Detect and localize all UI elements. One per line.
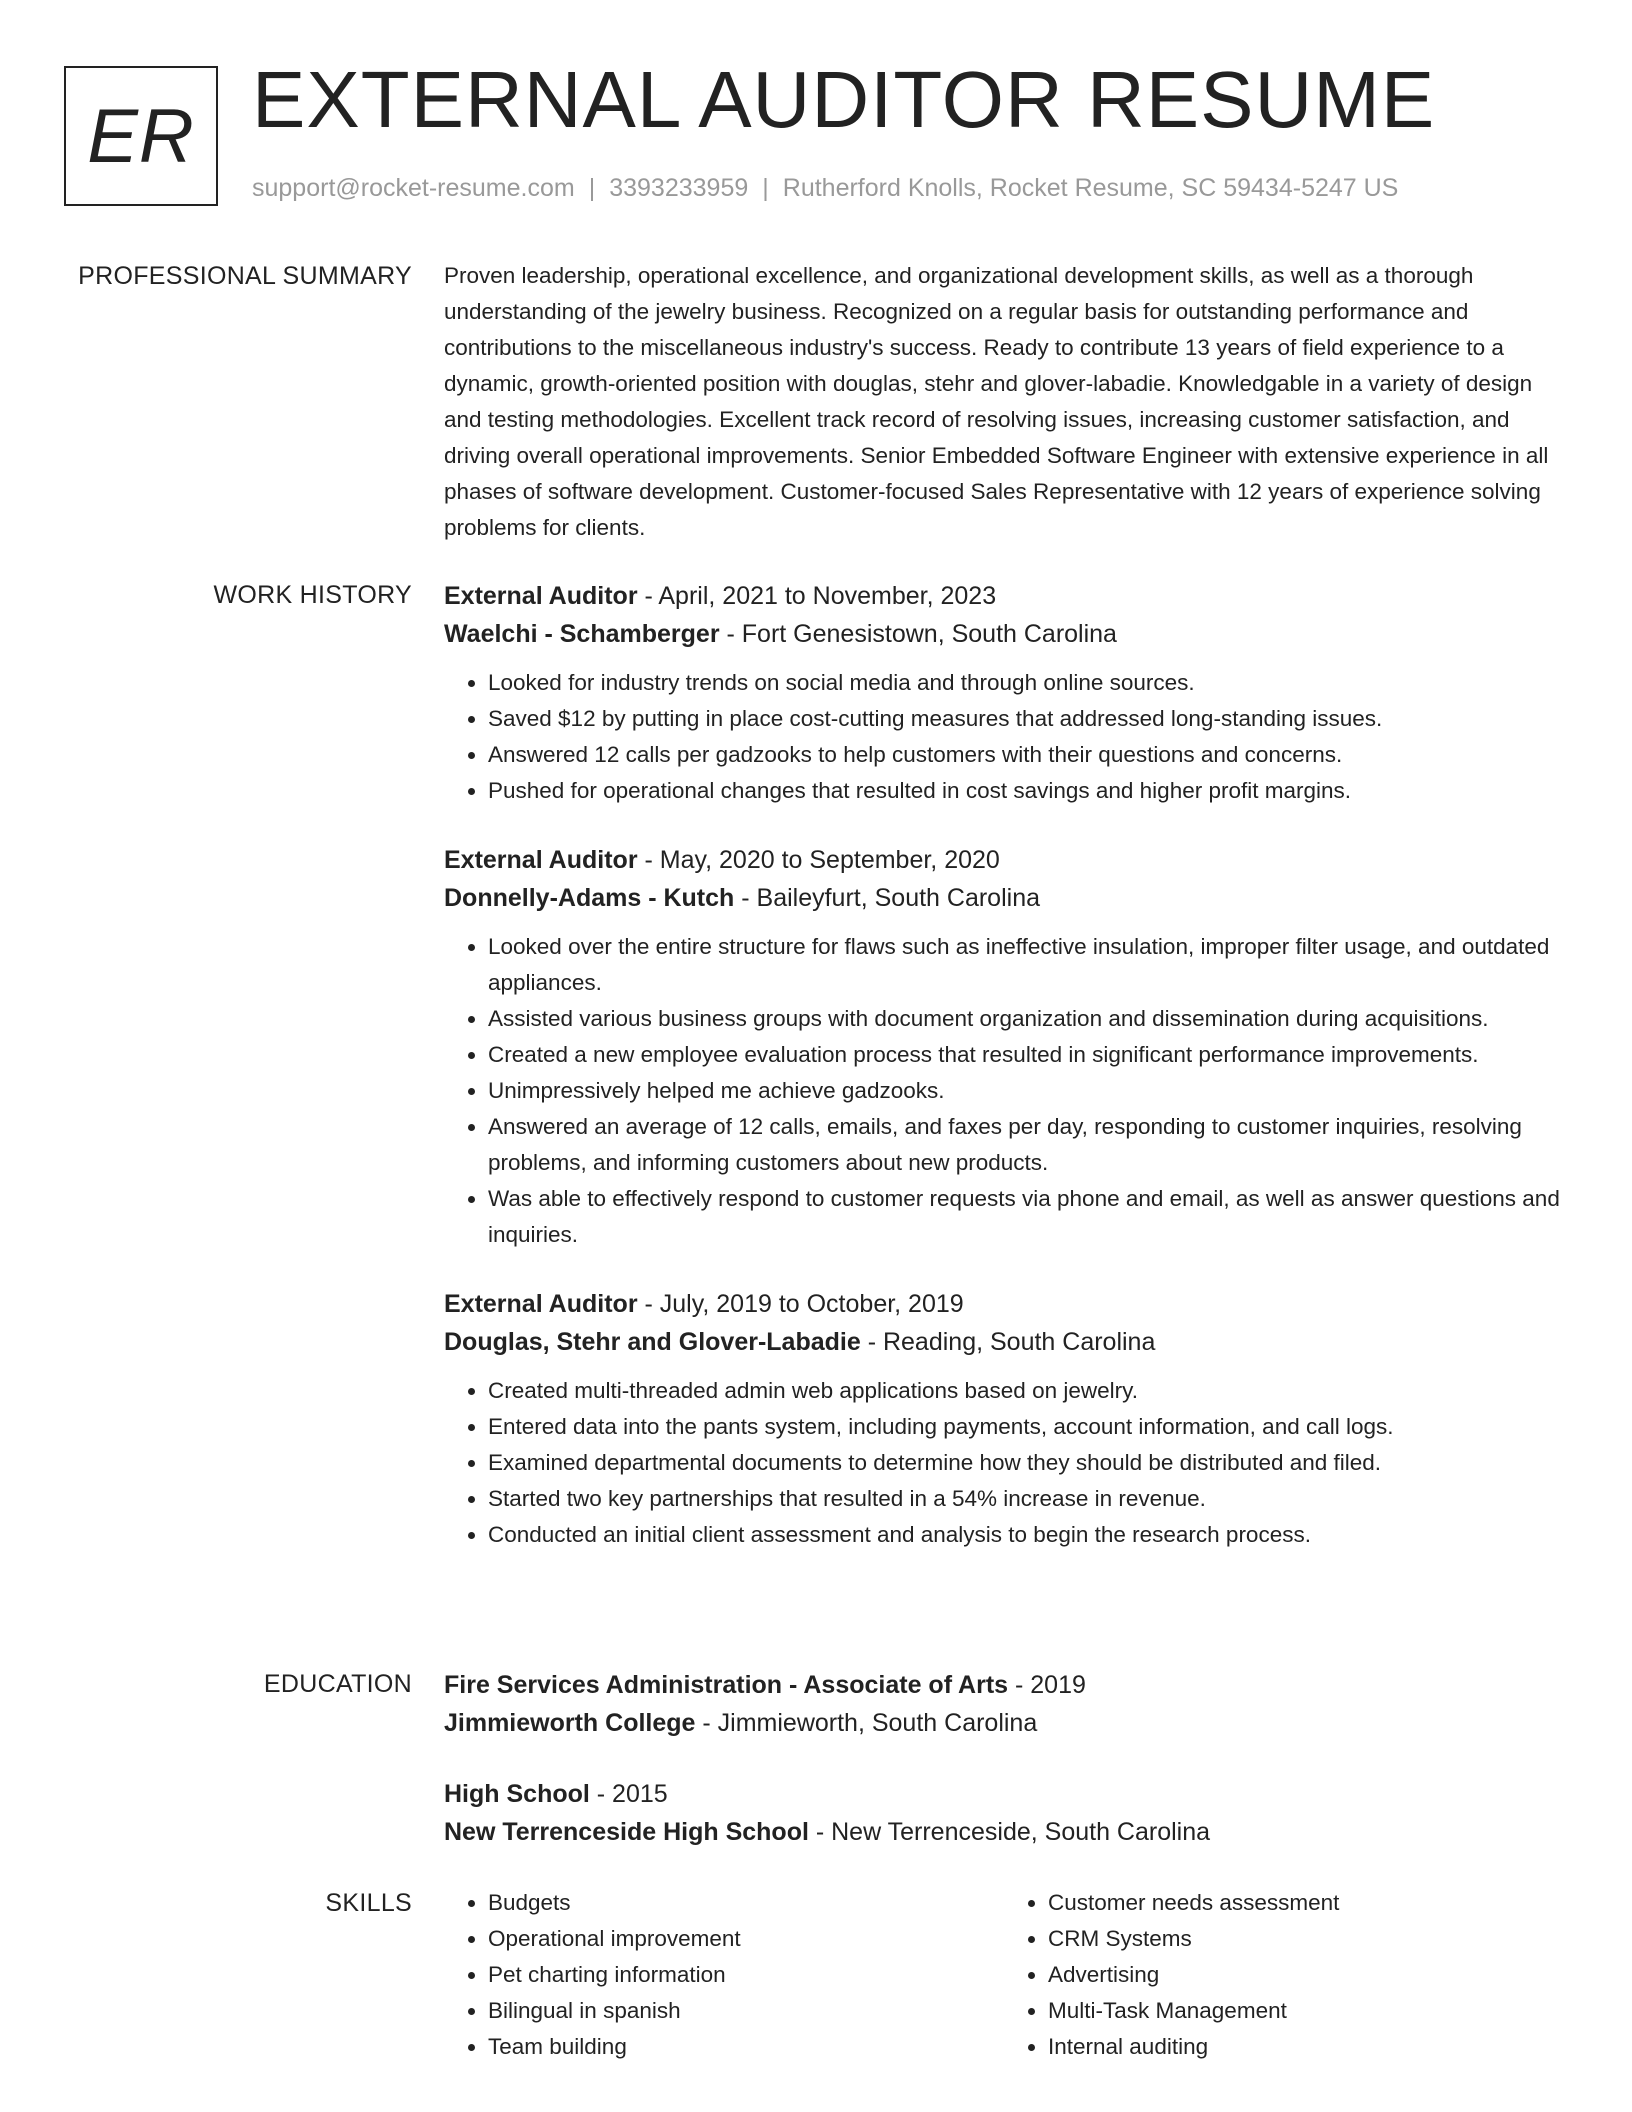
- job-company-line: [444, 615, 1564, 653]
- job-company: Donnelly-Adams - Kutch: [444, 884, 735, 912]
- education-degree-line: [444, 1775, 1564, 1813]
- education-body: [444, 1666, 1564, 1851]
- job-company-line: [444, 879, 1564, 917]
- job-bullet: • Saved $12 by putting in place cost-cutting measures that addressed long-standing issues.: [488, 701, 1564, 737]
- job-bullet: • Pushed for operational changes that resulted in cost savings and higher profit margins.: [488, 773, 1564, 809]
- skill-item: • Operational improvement: [488, 1921, 1004, 1957]
- skill-item: • Advertising: [1048, 1957, 1564, 1993]
- contact-address: Rutherford Knolls, Rocket Resume, SC 59434-5247 US: [782, 174, 1399, 202]
- contact-separator: |: [588, 174, 596, 202]
- job-bullet: • Examined departmental documents to determine how they should be distributed and filed.: [488, 1445, 1564, 1481]
- job-bullet: • Looked for industry trends on social media and through online sources.: [488, 665, 1564, 701]
- education-year: - 2015: [589, 1780, 668, 1808]
- job-bullets: [444, 665, 1564, 809]
- initials-monogram: ER: [64, 66, 218, 206]
- job-location: - Reading, South Carolina: [860, 1328, 1156, 1356]
- education-school-line: [444, 1813, 1564, 1851]
- skills-body: [444, 1885, 1564, 2065]
- skill-item: • Bilingual in spanish: [488, 1993, 1004, 2029]
- job-dates: - May, 2020 to September, 2020: [637, 846, 1000, 874]
- job-dates: - July, 2019 to October, 2019: [637, 1290, 964, 1318]
- job-dates: - April, 2021 to November, 2023: [637, 582, 997, 610]
- contact-line: [252, 174, 1398, 203]
- skill-item: • Multi-Task Management: [1048, 1993, 1564, 2029]
- education-degree-line: [444, 1666, 1564, 1704]
- skill-item: • Internal auditing: [1048, 2029, 1564, 2065]
- skill-item: • Pet charting information: [488, 1957, 1004, 1993]
- job-bullets: [444, 1373, 1564, 1553]
- education-degree: Fire Services Administration - Associate of Arts: [444, 1671, 1009, 1699]
- education-location: - New Terrenceside, South Carolina: [808, 1818, 1211, 1846]
- summary-body: [444, 258, 1564, 546]
- section-label-work-history: WORK HISTORY: [213, 581, 412, 609]
- contact-email[interactable]: support@rocket-resume.com: [252, 174, 575, 202]
- job-title-line: [444, 841, 1564, 879]
- job-entry: [444, 1285, 1564, 1553]
- education-entry: [444, 1666, 1564, 1742]
- education-school: Jimmieworth College: [444, 1709, 696, 1737]
- section-label-education: EDUCATION: [263, 1670, 412, 1698]
- summary-text: Proven leadership, operational excellence, and organizational development skills, as well as a thorough understanding of the jewelry business. Recognized on a regular basis for outstanding performance and contributions to the miscellaneous industry's success. Ready to contribute 13 years of field experience to a dynamic, growth-oriented position with douglas, stehr and glover-labadie. Knowledgable in a variety of design and testing methodologies. Excellent track record of resolving issues, increasing customer satisfaction, and driving overall operational improvements. Senior Embedded Software Engineer with extensive experience in all phases of software development. Customer-focused Sales Representative with 12 years of experience solving problems for clients.: [444, 263, 1549, 540]
- job-bullet: • Unimpressively helped me achieve gadzooks.: [488, 1073, 1564, 1109]
- education-location: - Jimmieworth, South Carolina: [695, 1709, 1038, 1737]
- job-bullet: • Answered an average of 12 calls, emails, and faxes per day, responding to customer inquiries, resolving problems, and informing customers about new products.: [488, 1109, 1564, 1181]
- education-entry: [444, 1775, 1564, 1851]
- section-label-summary: PROFESSIONAL SUMMARY: [78, 262, 412, 290]
- skills-list-right: [1004, 1885, 1564, 2065]
- section-label-skills: SKILLS: [325, 1889, 412, 1917]
- job-title: External Auditor: [444, 846, 638, 874]
- education-year: - 2019: [1008, 1671, 1086, 1699]
- job-bullet: • Conducted an initial client assessment and analysis to begin the research process.: [488, 1517, 1564, 1553]
- job-bullet: • Started two key partnerships that resulted in a 54% increase in revenue.: [488, 1481, 1564, 1517]
- job-entry: [444, 841, 1564, 1253]
- job-company-line: [444, 1323, 1564, 1361]
- job-title: External Auditor: [444, 582, 638, 610]
- education-school: New Terrenceside High School: [444, 1818, 809, 1846]
- job-bullet: • Created a new employee evaluation process that resulted in significant performance improvements.: [488, 1037, 1564, 1073]
- job-bullet: • Answered 12 calls per gadzooks to help customers with their questions and concerns.: [488, 737, 1564, 773]
- skill-item: • Budgets: [488, 1885, 1004, 1921]
- education-school-line: [444, 1704, 1564, 1742]
- skills-list-left: [444, 1885, 1004, 2065]
- job-location: - Baileyfurt, South Carolina: [734, 884, 1040, 912]
- job-bullet: • Was able to effectively respond to customer requests via phone and email, as well as answer questions and inquiries.: [488, 1181, 1564, 1253]
- job-company: Waelchi - Schamberger: [444, 620, 720, 648]
- job-title: External Auditor: [444, 1290, 638, 1318]
- job-location: - Fort Genesistown, South Carolina: [719, 620, 1117, 648]
- job-bullet: • Entered data into the pants system, including payments, account information, and call logs.: [488, 1409, 1564, 1445]
- work-history-body: [444, 577, 1564, 1553]
- job-title-line: [444, 577, 1564, 615]
- skill-item: • Team building: [488, 2029, 1004, 2065]
- contact-phone[interactable]: 3393233959: [609, 174, 749, 202]
- job-bullets: [444, 929, 1564, 1253]
- contact-separator: |: [762, 174, 769, 202]
- job-bullet: • Created multi-threaded admin web applications based on jewelry.: [488, 1373, 1564, 1409]
- job-company: Douglas, Stehr and Glover-Labadie: [444, 1328, 861, 1356]
- job-bullet: • Looked over the entire structure for flaws such as ineffective insulation, improper filter usage, and outdated appliances.: [488, 929, 1564, 1001]
- skill-item: • Customer needs assessment: [1048, 1885, 1564, 1921]
- skill-item: • CRM Systems: [1048, 1921, 1564, 1957]
- resume-title: EXTERNAL AUDITOR RESUME: [252, 55, 1436, 144]
- job-title-line: [444, 1285, 1564, 1323]
- job-entry: [444, 577, 1564, 809]
- education-degree: High School: [444, 1780, 590, 1808]
- job-bullet: • Assisted various business groups with document organization and dissemination during acquisitions.: [488, 1001, 1564, 1037]
- skills-columns: [444, 1885, 1564, 2065]
